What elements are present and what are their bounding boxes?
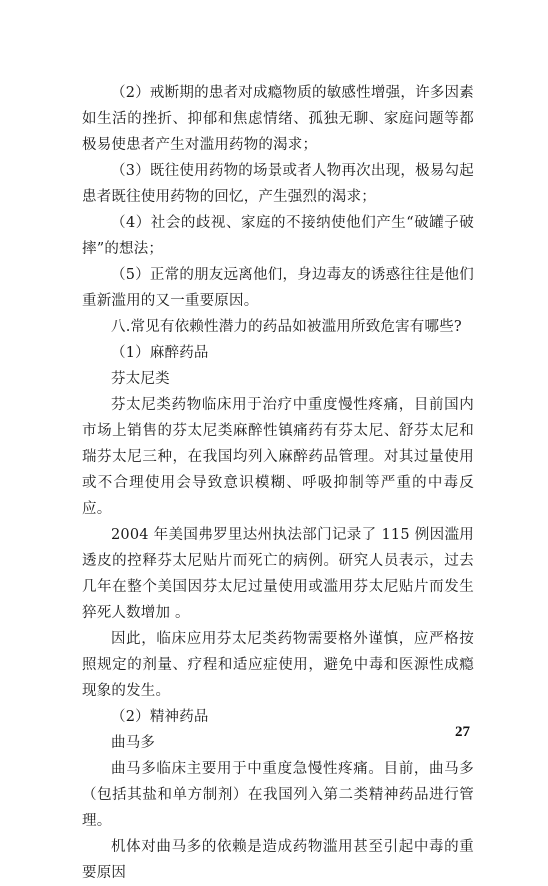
paragraph-social-discrimination: （4）社会的歧视、家庭的不接纳使他们产生“破罐子破摔”的想法； (82, 215, 474, 257)
body-text (82, 80, 474, 886)
subheading-psychotropic: （2）精神药品 (111, 709, 209, 725)
subheading-tramadol: 曲马多 (111, 735, 156, 751)
paragraph-tramadol-dependence: 机体对曲马多的依赖是造成药物滥用甚至引起中毒的重要原因 (82, 839, 474, 881)
paragraph-florida-cases: 2004 年美国弗罗里达州执法部门记录了 115 例因滥用透皮的控释芬太尼贴片而死亡的病例。研究人员表示，过去几年在整个美国因芬太尼过量使用或滥用芬太尼贴片而发生猝死人数增加 。 (82, 527, 474, 621)
paragraph-caution: 因此，临床应用芬太尼类药物需要格外谨慎，应严格按照规定的剂量、疗程和适应症使用，避免中毒和医源性成瘾现象的发生。 (82, 631, 474, 699)
paragraph-drug-friends: （5）正常的朋友远离他们，身边毒友的诱惑往往是他们重新滥用的又一重要原因。 (82, 267, 474, 309)
paragraph-craving-factors: （2）戒断期的患者对成瘾物质的敏感性增强，许多因素如生活的挫折、抑郁和焦虑情绪、孤独无聊、家庭问题等都极易使患者产生对滥用药物的渴求； (82, 85, 474, 153)
paragraph-scene-recall: （3）既往使用药物的场景或者人物再次出现，极易勾起患者既往使用药物的回忆，产生强烈的渴求； (82, 163, 474, 205)
subheading-narcotics: （1）麻醉药品 (111, 345, 209, 361)
paragraph-fentanyl-use: 芬太尼类药物临床用于治疗中重度慢性疼痛，目前国内市场上销售的芬太尼类麻醉性镇痛药有芬太尼、舒芬太尼和瑞芬太尼三种，在我国均列入麻醉药品管理。对其过量使用或不合理使用会导致意识模糊、呼吸抑制等严重的中毒反应。 (82, 397, 474, 517)
page-number: 27 (455, 724, 470, 740)
subheading-fentanyl: 芬太尼类 (111, 371, 170, 387)
paragraph-tramadol-use: 曲马多临床主要用于中重度急慢性疼痛。目前，曲马多（包括其盐和单方制剂）在我国列入第二类精神药品进行管理。 (82, 761, 474, 829)
section-heading-eight: 八.常见有依赖性潜力的药品如被滥用所致危害有哪些? (111, 319, 462, 335)
